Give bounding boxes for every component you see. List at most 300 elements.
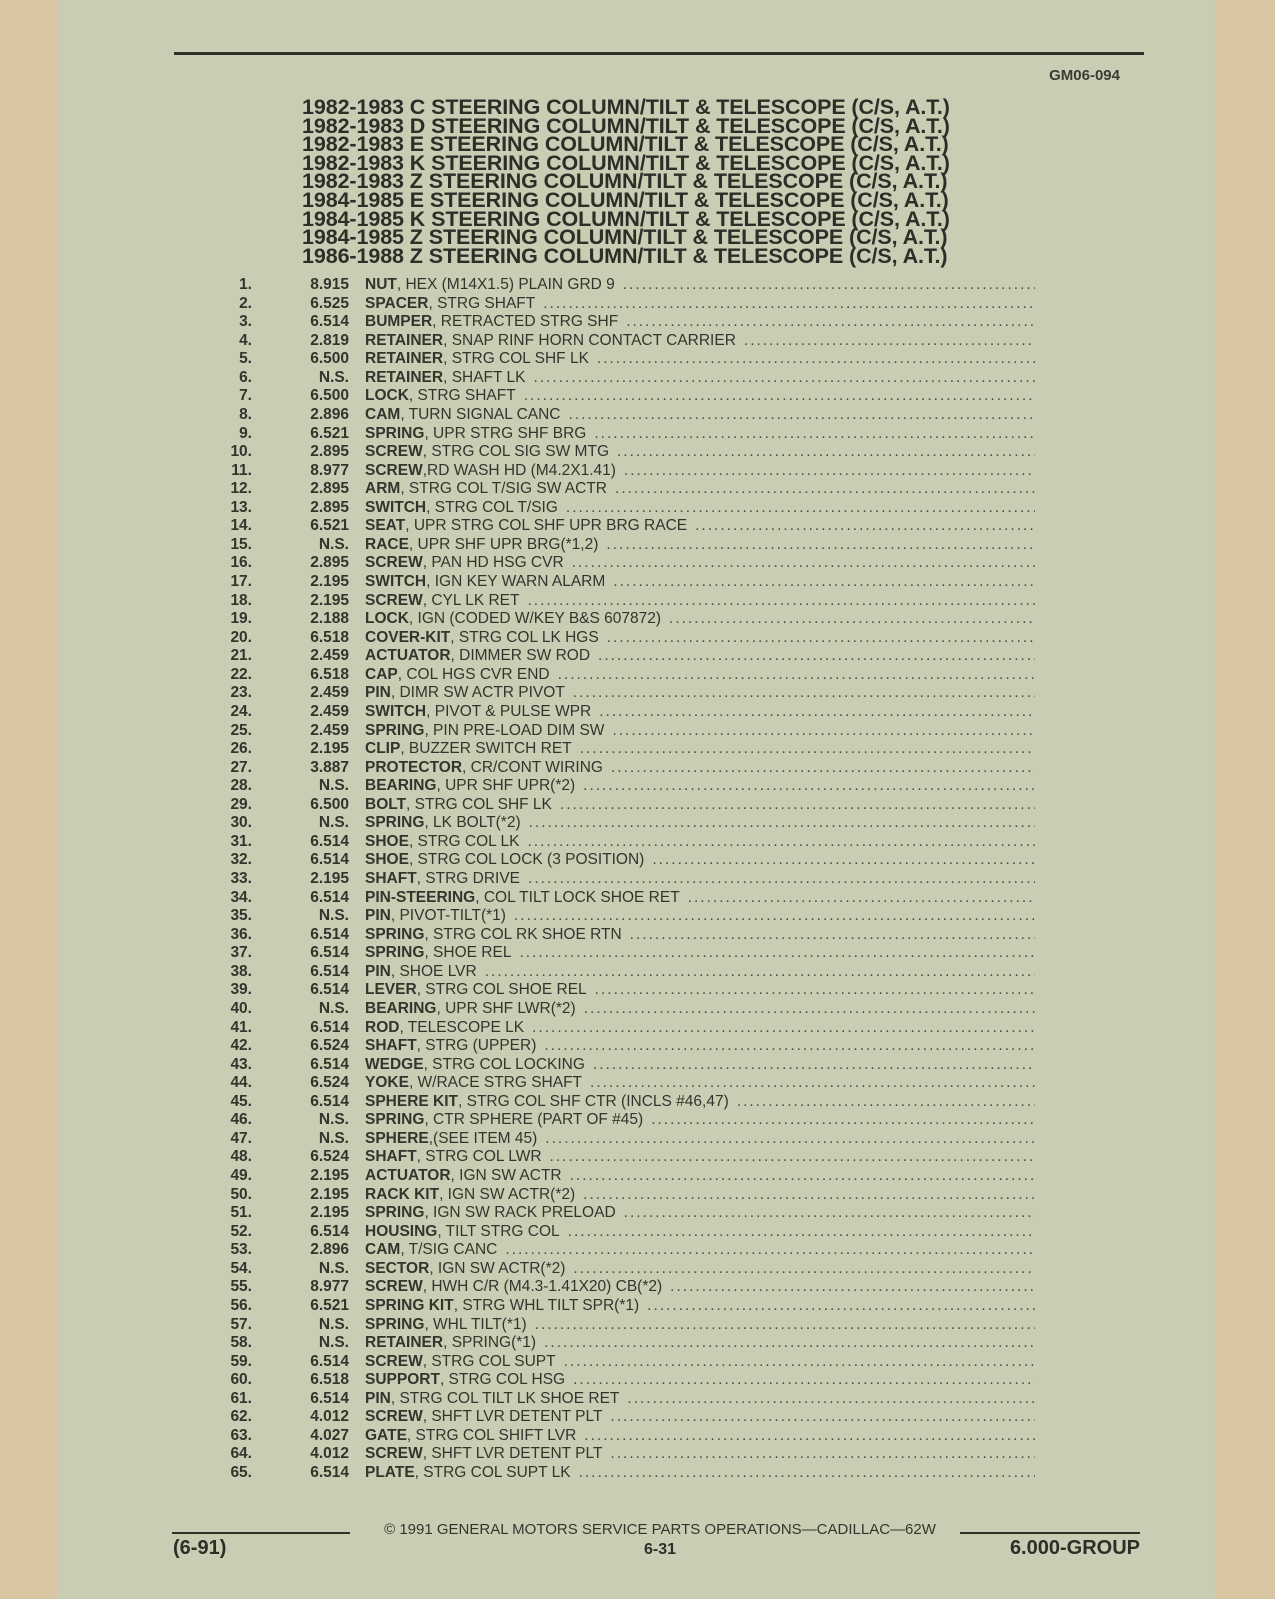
dot-leader xyxy=(527,833,1035,852)
group-code: 8.977 xyxy=(310,461,349,479)
part-name: BEARING xyxy=(365,999,437,1017)
item-number: 8. xyxy=(239,405,252,423)
group-code: N.S. xyxy=(318,907,349,925)
dot-leader xyxy=(545,1130,1035,1149)
part-description xyxy=(365,1260,1035,1279)
item-number: 10. xyxy=(230,443,252,461)
dot-leader xyxy=(615,480,1035,499)
part-detail: , STRG COL SIG SW MTG xyxy=(422,443,609,461)
item-number: 29. xyxy=(230,795,252,813)
part-name: RETAINER xyxy=(365,350,444,368)
part-description xyxy=(365,350,1035,369)
part-description xyxy=(365,1148,1035,1167)
item-number: 57. xyxy=(230,1315,252,1333)
part-detail: , PIVOT & PULSE WPR xyxy=(426,702,592,720)
dot-leader xyxy=(744,332,1035,351)
part-description xyxy=(365,703,1035,722)
revision-date: (6-91) xyxy=(173,1537,227,1559)
dot-leader xyxy=(550,1148,1035,1167)
part-description xyxy=(365,1334,1035,1353)
part-description xyxy=(365,480,1035,499)
part-row xyxy=(220,462,1035,481)
part-description xyxy=(365,1445,1035,1464)
part-detail: , SPRING(*1) xyxy=(443,1334,537,1352)
part-row xyxy=(220,554,1035,573)
group-code: 2.195 xyxy=(310,573,349,590)
item-number: 9. xyxy=(239,424,252,442)
group-code: 6.514 xyxy=(310,1222,349,1240)
part-row xyxy=(220,313,1035,332)
dot-leader xyxy=(595,981,1035,1000)
item-number: 20. xyxy=(230,628,252,646)
part-detail: , LK BOLT(*2) xyxy=(424,814,521,832)
part-detail: , STRG COL T/SIG SW ACTR xyxy=(400,480,608,498)
part-description xyxy=(365,499,1035,518)
group-code: 6.500 xyxy=(310,350,349,368)
part-detail: , STRG COL SUPT xyxy=(422,1352,556,1370)
part-description xyxy=(365,814,1035,833)
part-detail: , STRG COL LK HGS xyxy=(450,628,599,646)
dot-leader xyxy=(544,1037,1035,1056)
group-code: N.S. xyxy=(318,1259,349,1277)
dot-leader xyxy=(485,963,1035,982)
part-detail: , TILT STRG COL xyxy=(437,1222,560,1240)
part-description xyxy=(365,851,1035,870)
part-description xyxy=(365,536,1035,555)
part-description xyxy=(365,981,1035,1000)
part-detail: , STRG COL LK xyxy=(408,832,520,850)
group-code: 6.525 xyxy=(310,294,349,312)
part-name: SPHERE KIT xyxy=(365,1092,459,1110)
part-row xyxy=(220,629,1035,648)
group-code: 6.500 xyxy=(310,795,349,813)
part-row xyxy=(220,1093,1035,1112)
part-name: WEDGE xyxy=(365,1055,424,1073)
part-description xyxy=(365,629,1035,648)
part-name: PIN xyxy=(365,907,391,925)
group-code: N.S. xyxy=(318,1111,349,1129)
group-code: 6.514 xyxy=(310,1352,349,1370)
part-detail: , IGN KEY WARN ALARM xyxy=(426,573,606,590)
part-row xyxy=(220,833,1035,852)
part-description xyxy=(365,1353,1035,1372)
part-description xyxy=(365,889,1035,908)
part-detail: , COL TILT LOCK SHOE RET xyxy=(475,888,680,906)
group-code: 2.895 xyxy=(310,554,349,572)
part-detail: , IGN SW ACTR xyxy=(450,1167,562,1184)
item-number: 33. xyxy=(230,870,252,887)
group-code: 2.195 xyxy=(310,591,349,609)
item-number: 11. xyxy=(231,461,252,479)
group-code: 8.915 xyxy=(310,276,349,293)
item-number: 38. xyxy=(230,962,252,980)
item-number: 48. xyxy=(230,1148,252,1166)
part-name: SPRING xyxy=(365,925,425,943)
part-description xyxy=(365,1390,1035,1409)
dot-leader xyxy=(624,1204,1035,1223)
item-number: 5. xyxy=(239,350,252,368)
group-code: 6.514 xyxy=(310,313,349,331)
part-row xyxy=(220,1316,1035,1335)
group-code: 6.514 xyxy=(310,925,349,943)
part-detail: , UPR STRG SHF BRG xyxy=(424,424,587,442)
part-name: LEVER xyxy=(365,981,417,999)
group-code: 6.514 xyxy=(310,944,349,962)
part-name: ROD xyxy=(365,1018,400,1036)
part-detail: , STRG WHL TILT SPR(*1) xyxy=(453,1296,640,1314)
dot-leader xyxy=(564,1353,1035,1372)
item-number: 43. xyxy=(230,1055,252,1073)
group-code: 6.521 xyxy=(310,517,349,535)
item-number: 50. xyxy=(230,1185,252,1203)
part-row xyxy=(220,499,1035,518)
part-row xyxy=(220,1000,1035,1019)
part-description xyxy=(365,1371,1035,1390)
part-description xyxy=(365,554,1035,573)
dot-leader xyxy=(613,573,1035,592)
part-detail: , TURN SIGNAL CANC xyxy=(400,405,561,423)
part-row xyxy=(220,703,1035,722)
part-detail: , STRG SHAFT xyxy=(428,294,536,312)
part-row xyxy=(220,387,1035,406)
dot-leader xyxy=(607,629,1035,648)
part-detail: , PIN PRE-LOAD DIM SW xyxy=(424,721,605,739)
part-row xyxy=(220,1037,1035,1056)
part-name: BUMPER xyxy=(365,313,433,331)
part-name: SCREW xyxy=(365,1445,423,1463)
part-name: SPRING xyxy=(365,814,425,832)
group-code: 8.977 xyxy=(310,1278,349,1296)
part-name: SUPPORT xyxy=(365,1371,440,1389)
item-number: 4. xyxy=(239,331,252,349)
part-name: SWITCH xyxy=(365,702,427,720)
part-detail: , WHL TILT(*1) xyxy=(424,1315,527,1333)
dot-leader xyxy=(569,406,1035,425)
group-code: 2.188 xyxy=(310,610,349,628)
part-detail: , STRG COL SUPT LK xyxy=(414,1464,571,1481)
item-number: 63. xyxy=(230,1426,252,1444)
group-code: 3.887 xyxy=(310,758,349,776)
dot-leader xyxy=(652,851,1035,870)
title-line: 1982-1983 Z STEERING COLUMN/TILT & TELESCOPE (C/S, A.T.) xyxy=(302,169,948,194)
item-number: 46. xyxy=(230,1111,252,1129)
part-row xyxy=(220,963,1035,982)
dot-leader xyxy=(524,387,1035,406)
part-detail: , UPR SHF LWR(*2) xyxy=(436,999,576,1017)
part-name: CLIP xyxy=(365,740,401,758)
dot-leader xyxy=(688,889,1035,908)
item-number: 13. xyxy=(230,498,252,516)
part-description xyxy=(365,1186,1035,1205)
item-number: 27. xyxy=(230,758,252,776)
part-name: SHAFT xyxy=(365,870,417,887)
group-code: 6.518 xyxy=(310,665,349,683)
item-number: 64. xyxy=(230,1445,252,1463)
item-number: 3. xyxy=(239,313,252,331)
part-name: PIN-STEERING xyxy=(365,888,476,906)
part-name: SHAFT xyxy=(365,1148,417,1166)
part-name: SPHERE xyxy=(365,1129,429,1147)
part-detail: , STRG COL SHF LK xyxy=(443,350,589,368)
top-rule xyxy=(174,52,1144,55)
part-name: SPRING xyxy=(365,1204,425,1222)
part-detail: , IGN (CODED W/KEY B&S 607872) xyxy=(408,610,662,628)
part-row xyxy=(220,1167,1035,1186)
item-number: 21. xyxy=(230,647,252,665)
part-row xyxy=(220,759,1035,778)
part-row xyxy=(220,1056,1035,1075)
item-number: 28. xyxy=(230,777,252,795)
part-description xyxy=(365,833,1035,852)
part-name: PIN xyxy=(365,1389,391,1407)
part-row xyxy=(220,1186,1035,1205)
page-number: 6-31 xyxy=(643,1541,677,1558)
group-code: N.S. xyxy=(318,1334,349,1352)
part-row xyxy=(220,1427,1035,1446)
part-detail: , HEX (M14X1.5) PLAIN GRD 9 xyxy=(396,276,615,293)
dot-leader xyxy=(670,1278,1035,1297)
part-description xyxy=(365,387,1035,406)
part-description xyxy=(365,1167,1035,1186)
item-number: 34. xyxy=(230,888,252,906)
part-row xyxy=(220,926,1035,945)
part-name: SECTOR xyxy=(365,1259,430,1277)
part-name: SCREW xyxy=(365,554,423,572)
part-detail: , PAN HD HSG CVR xyxy=(422,554,564,572)
item-number: 58. xyxy=(230,1334,252,1352)
part-detail: , STRG SHAFT xyxy=(408,387,516,405)
part-description xyxy=(365,1408,1035,1427)
dot-leader xyxy=(624,462,1035,481)
part-row xyxy=(220,1297,1035,1316)
part-detail: , CTR SPHERE (PART OF #45) xyxy=(424,1111,644,1129)
dot-leader xyxy=(590,1074,1035,1093)
part-name: CAM xyxy=(365,405,401,423)
part-row xyxy=(220,295,1035,314)
part-row xyxy=(220,1464,1035,1483)
group-code: 2.895 xyxy=(310,480,349,498)
part-detail: , DIMR SW ACTR PIVOT xyxy=(390,684,565,702)
part-detail: , STRG (UPPER) xyxy=(416,1037,537,1055)
part-description xyxy=(365,573,1035,592)
part-row xyxy=(220,1260,1035,1279)
part-row xyxy=(220,517,1035,536)
item-number: 56. xyxy=(230,1296,252,1314)
group-number: 6.000-GROUP xyxy=(1009,1537,1140,1559)
part-name: COVER-KIT xyxy=(365,628,451,646)
part-name: CAP xyxy=(365,665,398,683)
item-number: 35. xyxy=(230,907,252,925)
part-detail: , UPR SHF UPR(*2) xyxy=(436,777,576,795)
group-code: 6.524 xyxy=(310,1037,349,1055)
group-code: 6.514 xyxy=(310,981,349,999)
part-detail: , SHAFT LK xyxy=(443,368,526,386)
part-name: CAM xyxy=(365,1241,401,1259)
part-detail: , STRG COL SHF CTR (INCLS #46,47) xyxy=(458,1092,729,1110)
part-detail: , RETRACTED STRG SHF xyxy=(432,313,619,331)
part-detail: , COL HGS CVR END xyxy=(397,665,550,683)
part-name: BOLT xyxy=(365,795,407,813)
item-number: 52. xyxy=(230,1222,252,1240)
part-name: LOCK xyxy=(365,610,409,628)
part-name: HOUSING xyxy=(365,1222,438,1240)
part-detail: , STRG COL RK SHOE RTN xyxy=(424,925,622,943)
part-row xyxy=(220,1111,1035,1130)
dot-leader xyxy=(580,740,1035,759)
item-number: 54. xyxy=(230,1259,252,1277)
part-description xyxy=(365,1316,1035,1335)
dot-leader xyxy=(599,703,1035,722)
part-description xyxy=(365,647,1035,666)
item-number: 55. xyxy=(230,1278,252,1296)
group-code: 6.514 xyxy=(310,1092,349,1110)
part-name: PIN xyxy=(365,684,391,702)
part-name: PLATE xyxy=(365,1464,415,1481)
group-code: 6.514 xyxy=(310,832,349,850)
group-code: 6.514 xyxy=(310,1389,349,1407)
group-code: N.S. xyxy=(318,999,349,1017)
part-name: SCREW xyxy=(365,1352,423,1370)
part-detail: , IGN SW ACTR(*2) xyxy=(439,1185,576,1203)
part-detail: , CR/CONT WIRING xyxy=(462,758,603,776)
group-code: 6.518 xyxy=(310,628,349,646)
part-description xyxy=(365,870,1035,889)
group-code: 2.459 xyxy=(310,647,349,665)
title-line: 1984-1985 K STEERING COLUMN/TILT & TELESCOPE (C/S, A.T.) xyxy=(302,206,950,231)
part-row xyxy=(220,647,1035,666)
part-description xyxy=(365,295,1035,314)
part-detail: , IGN SW RACK PRELOAD xyxy=(424,1204,616,1222)
dot-leader xyxy=(573,1260,1035,1279)
group-code: 6.514 xyxy=(310,851,349,869)
part-name: SPRING xyxy=(365,1111,425,1129)
group-code: N.S. xyxy=(318,1129,349,1147)
part-row xyxy=(220,777,1035,796)
part-row xyxy=(220,1130,1035,1149)
part-row xyxy=(220,425,1035,444)
part-name: SPRING xyxy=(365,721,425,739)
part-detail: , STRG COL SHIFT LVR xyxy=(406,1426,577,1444)
part-row xyxy=(220,666,1035,685)
part-description xyxy=(365,796,1035,815)
dot-leader xyxy=(651,1111,1035,1130)
part-name: SPACER xyxy=(365,294,429,312)
dot-leader xyxy=(568,1223,1035,1242)
part-row xyxy=(220,369,1035,388)
part-detail: , SNAP RINF HORN CONTACT CARRIER xyxy=(443,331,736,349)
group-code: 2.459 xyxy=(310,684,349,702)
dot-leader xyxy=(532,1019,1035,1038)
dot-leader xyxy=(626,313,1035,332)
part-detail: , T/SIG CANC xyxy=(400,1241,498,1259)
part-row xyxy=(220,592,1035,611)
part-description xyxy=(365,610,1035,629)
dot-leader xyxy=(610,1408,1035,1427)
item-number: 1. xyxy=(239,276,252,293)
part-row xyxy=(220,350,1035,369)
item-number: 15. xyxy=(230,535,252,553)
part-name: RACK KIT xyxy=(365,1185,440,1203)
part-detail: , CYL LK RET xyxy=(422,591,520,609)
part-row xyxy=(220,536,1035,555)
part-row xyxy=(220,1019,1035,1038)
title-line: 1982-1983 C STEERING COLUMN/TILT & TELESCOPE (C/S, A.T.) xyxy=(302,95,950,119)
part-name: SHOE xyxy=(365,851,409,869)
title-line: 1984-1985 Z STEERING COLUMN/TILT & TELESCOPE (C/S, A.T.) xyxy=(302,225,948,250)
group-code: 4.012 xyxy=(310,1445,349,1463)
part-detail: , SHOE LVR xyxy=(390,962,477,980)
dot-leader xyxy=(570,1167,1035,1186)
dot-leader xyxy=(583,777,1035,796)
part-description xyxy=(365,276,1035,295)
part-detail: , STRG COL SHOE REL xyxy=(416,981,587,999)
group-code: 2.195 xyxy=(310,740,349,758)
part-description xyxy=(365,332,1035,351)
dot-leader xyxy=(630,926,1035,945)
item-number: 23. xyxy=(230,684,252,702)
part-name: PIN xyxy=(365,962,391,980)
item-number: 24. xyxy=(230,702,252,720)
item-number: 7. xyxy=(239,387,252,405)
part-detail: , PIVOT-TILT(*1) xyxy=(390,907,506,925)
group-code: 6.524 xyxy=(310,1148,349,1166)
dot-leader xyxy=(505,1241,1035,1260)
part-row xyxy=(220,1445,1035,1464)
dot-leader xyxy=(579,1464,1035,1483)
group-code: 4.027 xyxy=(310,1426,349,1444)
part-detail: , W/RACE STRG SHAFT xyxy=(408,1074,583,1092)
group-code: N.S. xyxy=(318,777,349,795)
item-number: 36. xyxy=(230,925,252,943)
part-row xyxy=(220,1074,1035,1093)
part-detail: ,(SEE ITEM 45) xyxy=(428,1129,538,1147)
dot-leader xyxy=(593,1056,1035,1075)
dot-leader xyxy=(627,1390,1035,1409)
part-name: BEARING xyxy=(365,777,437,795)
item-number: 6. xyxy=(239,368,252,386)
item-number: 51. xyxy=(230,1204,252,1222)
part-row xyxy=(220,944,1035,963)
item-number: 62. xyxy=(230,1408,252,1426)
part-row xyxy=(220,443,1035,462)
part-row xyxy=(220,1334,1035,1353)
part-name: SPRING xyxy=(365,944,425,962)
part-name: RETAINER xyxy=(365,368,444,386)
group-code: 6.514 xyxy=(310,1055,349,1073)
part-description xyxy=(365,740,1035,759)
item-number: 16. xyxy=(230,554,252,572)
item-number: 30. xyxy=(230,814,252,832)
part-detail: , UPR SHF UPR BRG(*1,2) xyxy=(408,535,599,553)
part-detail: , STRG COL LOCKING xyxy=(423,1055,585,1073)
part-description xyxy=(365,907,1035,926)
part-name: RETAINER xyxy=(365,1334,444,1352)
item-number: 44. xyxy=(230,1074,252,1092)
part-name: NUT xyxy=(365,276,397,293)
group-code: 6.521 xyxy=(310,424,349,442)
item-number: 17. xyxy=(230,573,252,590)
group-code: 6.514 xyxy=(310,962,349,980)
group-code: 6.521 xyxy=(310,1296,349,1314)
part-name: SWITCH xyxy=(365,498,427,516)
dot-leader xyxy=(519,944,1035,963)
item-number: 45. xyxy=(230,1092,252,1110)
group-code: 2.896 xyxy=(310,405,349,423)
part-row xyxy=(220,907,1035,926)
dot-leader xyxy=(617,443,1035,462)
part-description xyxy=(365,406,1035,425)
group-code: N.S. xyxy=(318,1315,349,1333)
